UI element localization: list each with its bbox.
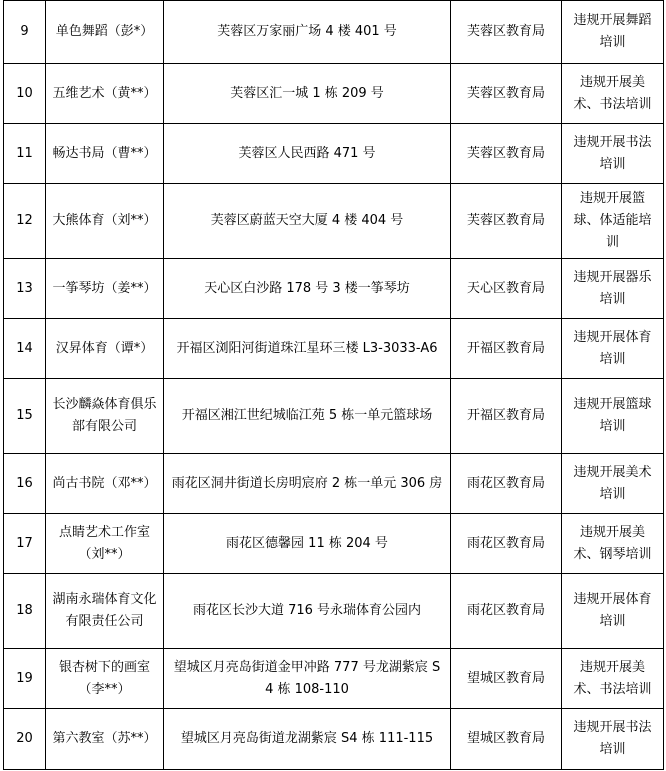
institution-name: 大熊体育（刘**）: [46, 184, 164, 259]
row-number: 13: [4, 259, 46, 319]
department: 雨花区教育局: [451, 454, 562, 514]
address: 望城区月亮岛街道金甲冲路 777 号龙湖紫宸 S4 栋 108-110: [164, 649, 451, 709]
address: 雨花区洞井街道长房明宸府 2 栋一单元 306 房: [164, 454, 451, 514]
department: 雨花区教育局: [451, 574, 562, 649]
address: 天心区白沙路 178 号 3 楼一筝琴坊: [164, 259, 451, 319]
table-row: [4, 574, 664, 649]
table-row: [4, 64, 664, 124]
institution-name: 点睛艺术工作室（刘**）: [46, 514, 164, 574]
row-number: 16: [4, 454, 46, 514]
row-number: 15: [4, 379, 46, 454]
row-number: 12: [4, 184, 46, 259]
address: 芙蓉区人民西路 471 号: [164, 124, 451, 184]
table-row: [4, 379, 664, 454]
row-number: 14: [4, 319, 46, 379]
institution-name: 五维艺术（黄**）: [46, 64, 164, 124]
row-number: 11: [4, 124, 46, 184]
department: 芙蓉区教育局: [451, 1, 562, 64]
institution-name: 银杏树下的画室（李**）: [46, 649, 164, 709]
row-number: 10: [4, 64, 46, 124]
address: 芙蓉区汇一城 1 栋 209 号: [164, 64, 451, 124]
violation: 违规开展美术、书法培训: [562, 64, 664, 124]
address: 开福区浏阳河街道珠江星环三楼 L3-3033-A6: [164, 319, 451, 379]
row-number: 9: [4, 1, 46, 64]
row-number: 20: [4, 709, 46, 770]
address: 雨花区长沙大道 716 号永瑞体育公园内: [164, 574, 451, 649]
table-row: [4, 124, 664, 184]
violation: 违规开展美术、书法培训: [562, 649, 664, 709]
table-row: [4, 259, 664, 319]
violation: 违规开展书法培训: [562, 124, 664, 184]
address: 雨花区德馨园 11 栋 204 号: [164, 514, 451, 574]
institution-name: 湖南永瑞体育文化有限责任公司: [46, 574, 164, 649]
violation: 违规开展体育培训: [562, 574, 664, 649]
address: 芙蓉区蔚蓝天空大厦 4 楼 404 号: [164, 184, 451, 259]
department: 芙蓉区教育局: [451, 64, 562, 124]
row-number: 17: [4, 514, 46, 574]
table-row: [4, 514, 664, 574]
address: 望城区月亮岛街道龙湖紫宸 S4 栋 111-115: [164, 709, 451, 770]
table-row: [4, 1, 664, 64]
table-row: [4, 454, 664, 514]
institution-name: 汉昇体育（谭*）: [46, 319, 164, 379]
violation: 违规开展篮球、体适能培训: [562, 184, 664, 259]
institution-name: 畅达书局（曹**）: [46, 124, 164, 184]
violation: 违规开展书法培训: [562, 709, 664, 770]
institution-name: 长沙麟焱体育俱乐部有限公司: [46, 379, 164, 454]
violation: 违规开展体育培训: [562, 319, 664, 379]
violation: 违规开展器乐培训: [562, 259, 664, 319]
address: 开福区湘江世纪城临江苑 5 栋一单元篮球场: [164, 379, 451, 454]
table-row: [4, 709, 664, 770]
table-row: [4, 649, 664, 709]
violation: 违规开展篮球培训: [562, 379, 664, 454]
institution-name: 第六教室（苏**）: [46, 709, 164, 770]
violations-table: [3, 0, 664, 770]
department: 开福区教育局: [451, 319, 562, 379]
row-number: 19: [4, 649, 46, 709]
violation: 违规开展美术、钢琴培训: [562, 514, 664, 574]
department: 望城区教育局: [451, 649, 562, 709]
institution-name: 一筝琴坊（姜**）: [46, 259, 164, 319]
violation: 违规开展美术培训: [562, 454, 664, 514]
institution-name: 单色舞蹈（彭*）: [46, 1, 164, 64]
row-number: 18: [4, 574, 46, 649]
department: 开福区教育局: [451, 379, 562, 454]
violation: 违规开展舞蹈培训: [562, 1, 664, 64]
address: 芙蓉区万家丽广场 4 楼 401 号: [164, 1, 451, 64]
department: 芙蓉区教育局: [451, 124, 562, 184]
institution-name: 尚古书院（邓**）: [46, 454, 164, 514]
table-row: [4, 319, 664, 379]
department: 天心区教育局: [451, 259, 562, 319]
table-row: [4, 184, 664, 259]
department: 芙蓉区教育局: [451, 184, 562, 259]
department: 望城区教育局: [451, 709, 562, 770]
department: 雨花区教育局: [451, 514, 562, 574]
